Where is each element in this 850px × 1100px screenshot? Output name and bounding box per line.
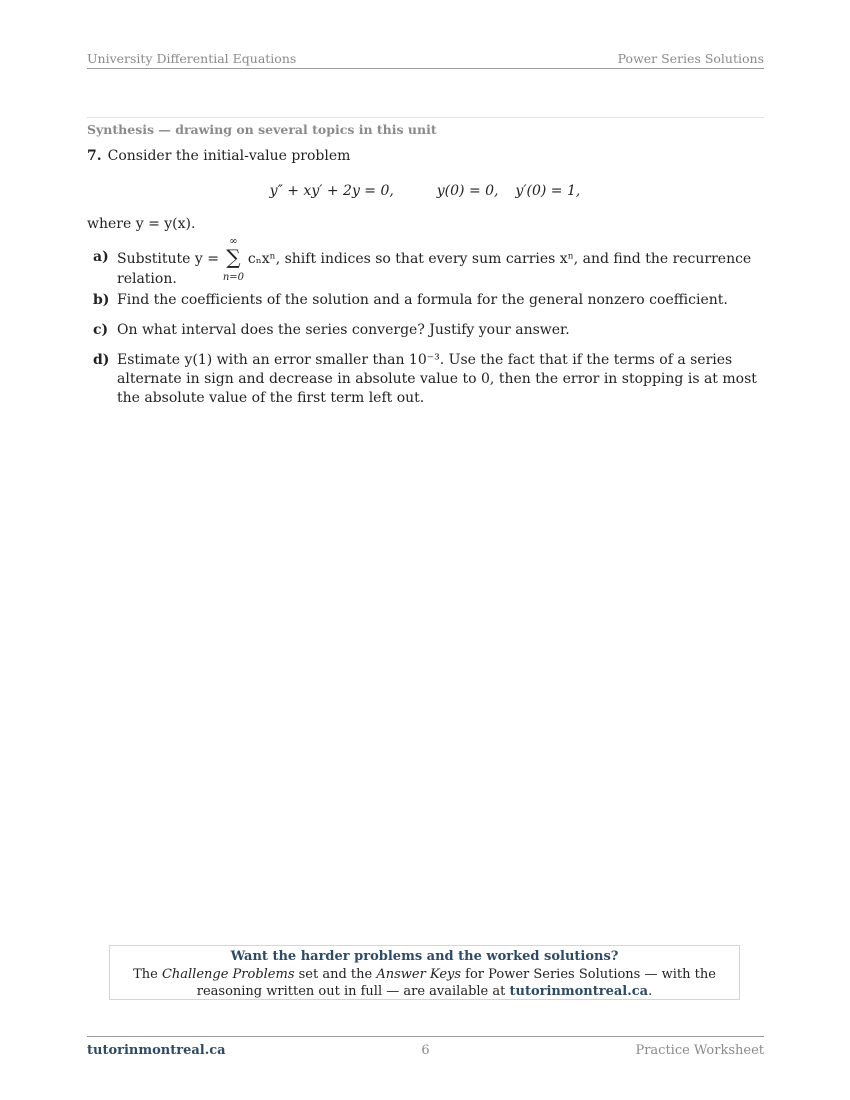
initial-condition-2: y′(0) = 1, (515, 183, 581, 199)
promo-text: . (648, 984, 653, 999)
sum-lower-limit: n=0 (222, 272, 244, 283)
promo-challenge-problems: Challenge Problems (161, 967, 295, 982)
problem-number: 7. (87, 148, 102, 164)
part-text: Estimate y(1) with an error smaller than 10⁻³. Use the fact that if the terms of a series alternate in sign and decrease in absolute value to 0, then the error in stopping is at most the absolute value of the first term left out. (117, 352, 757, 406)
part-a-post: cₙxⁿ, shift indices so that every sum carries xⁿ, and find the recurrence relation. (117, 251, 752, 287)
part-label: d) (93, 352, 110, 368)
promo-title: Want the harder problems and the worked solutions? (230, 949, 619, 964)
page-footer (87, 1036, 764, 1058)
section-title: Synthesis — drawing on several topics in this unit (87, 122, 437, 137)
footer-website-link[interactable]: tutorinmontreal.ca (87, 1043, 226, 1058)
part-text: Find the coefficients of the solution and a formula for the general nonzero coefficient. (117, 292, 728, 308)
problem-intro (87, 148, 350, 164)
summation-symbol (222, 236, 244, 283)
initial-condition-1: y(0) = 0, (436, 183, 499, 199)
promo-answer-keys: Answer Keys (376, 967, 462, 982)
part-c (93, 321, 764, 340)
sum-upper-limit: ∞ (229, 236, 238, 247)
page-header (87, 51, 764, 69)
promo-body (110, 966, 739, 1000)
part-b (93, 291, 764, 310)
part-label: c) (93, 322, 109, 338)
page-number: 6 (421, 1043, 430, 1058)
promo-text: The (133, 967, 162, 982)
part-a-pre: Substitute y = (117, 251, 224, 267)
promo-website-link[interactable]: tutorinmontreal.ca (509, 984, 649, 999)
problem-intro-text: Consider the initial-value problem (107, 148, 351, 164)
promo-box (109, 945, 740, 1000)
where-clause: where y = y(x). (87, 216, 196, 232)
display-equation (0, 183, 850, 199)
part-d (93, 351, 764, 408)
part-label: b) (93, 292, 110, 308)
part-a (93, 236, 764, 289)
promo-text: for Power Series Solutions — with the reasoning written out in full — are available at (196, 967, 716, 999)
header-course-title: University Differential Equations (87, 51, 297, 66)
part-text (117, 236, 764, 289)
part-label: a) (93, 249, 109, 265)
sigma-sign: ∑ (226, 245, 241, 269)
promo-text: set and the (294, 967, 377, 982)
footer-doc-type: Practice Worksheet (635, 1043, 764, 1058)
section-divider (87, 117, 764, 118)
header-topic-title: Power Series Solutions (617, 51, 764, 66)
part-text: On what interval does the series converge? Justify your answer. (117, 322, 570, 338)
ode-equation: y″ + xy′ + 2y = 0, (269, 183, 394, 199)
